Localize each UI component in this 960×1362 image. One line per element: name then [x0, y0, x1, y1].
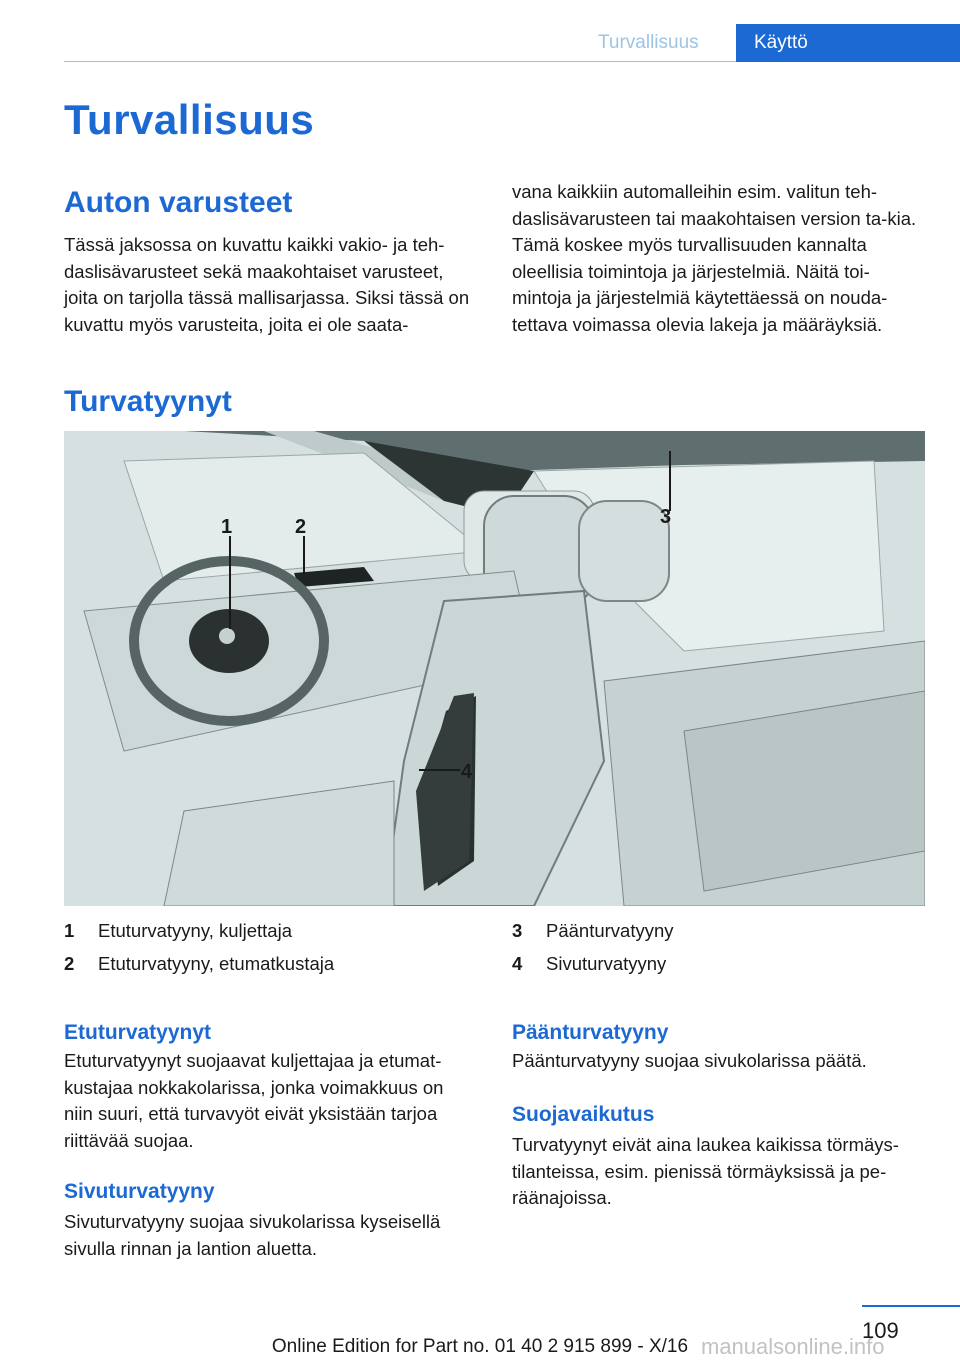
front-airbags-text: Etuturvatyynyt suojaavat kuljettajaa ja etumat-kustajaa nokkakolarissa, jonka voimakkuus on niin suuri, että turvavyöt eivät yksistään tarjoa riittävää suojaa.	[64, 1050, 444, 1151]
legend-number: 3	[512, 920, 523, 941]
airbags-heading: Turvatyynyt	[64, 385, 232, 418]
legend-right	[512, 918, 932, 984]
legend-item	[512, 951, 932, 984]
legend-number: 4	[512, 953, 523, 974]
equipment-text-col1: Tässä jaksossa on kuvattu kaikki vakio- ja teh-daslisävarusteet sekä maakohtaiset varusteet, joita on tarjolla tässä mallisarjassa. Siksi tässä on kuvattu myös varusteita, joita ei ole saata-	[64, 234, 470, 335]
callout-2: 2	[295, 516, 307, 538]
legend-item	[64, 951, 484, 984]
legend-text: Sivuturvatyyny	[546, 953, 667, 974]
head-airbag-text: Päänturvatyyny suojaa sivukolarissa päätä.	[512, 1050, 867, 1071]
callout-3: 3	[660, 506, 672, 528]
callout-1: 1	[221, 516, 233, 538]
legend-item	[512, 918, 932, 951]
airbag-locations-illustration	[64, 431, 925, 906]
page-number: 109	[862, 1318, 899, 1343]
legend-item	[64, 918, 484, 951]
protection-heading: Suojavaikutus	[512, 1103, 655, 1126]
equipment-text-col2: vana kaikkiin automalleihin esim. valitun teh-daslisävarusteen tai maakohtaisen version ta-kia. Tämä koskee myös turvallisuuden kannalta oleellisia toimintoja ja järjestelmiä. Näitä toi-mintoja ja järjestelmiä käytettäessä on nouda-tettava voimassa olevia lakeja ja määräyksiä.	[512, 181, 917, 335]
legend-text: Päänturvatyyny	[546, 920, 674, 941]
legend-text: Etuturvatyyny, etumatkustaja	[98, 953, 335, 974]
head-airbag-heading: Päänturvatyyny	[512, 1021, 669, 1044]
callout-4: 4	[461, 761, 473, 783]
legend-number: 1	[64, 920, 75, 941]
side-airbag-text: Sivuturvatyyny suojaa sivukolarissa kyseisellä sivulla rinnan ja lantion aluetta.	[64, 1211, 441, 1259]
legend-text: Etuturvatyyny, kuljettaja	[98, 920, 292, 941]
front-airbags-heading: Etuturvatyynyt	[64, 1021, 212, 1044]
footer-edition: Online Edition for Part no. 01 40 2 915 899 - X/16	[271, 1336, 689, 1357]
page-number-rule	[862, 1305, 960, 1307]
side-airbag-heading: Sivuturvatyyny	[64, 1180, 215, 1203]
equipment-heading: Auton varusteet	[64, 186, 293, 219]
protection-text: Turvatyynyt eivät aina laukea kaikissa törmäys-tilanteissa, esim. pienissä törmäyksissä ja pe-räänajoissa.	[512, 1134, 899, 1208]
legend-number: 2	[64, 953, 75, 974]
header-section-label: Turvallisuus	[598, 32, 699, 53]
header-chapter-tab	[736, 24, 960, 62]
page-title: Turvallisuus	[64, 96, 315, 143]
header-chapter-label: Käyttö	[754, 32, 808, 53]
legend-left	[64, 918, 484, 984]
watermark: manualsonline.info	[701, 1334, 885, 1359]
